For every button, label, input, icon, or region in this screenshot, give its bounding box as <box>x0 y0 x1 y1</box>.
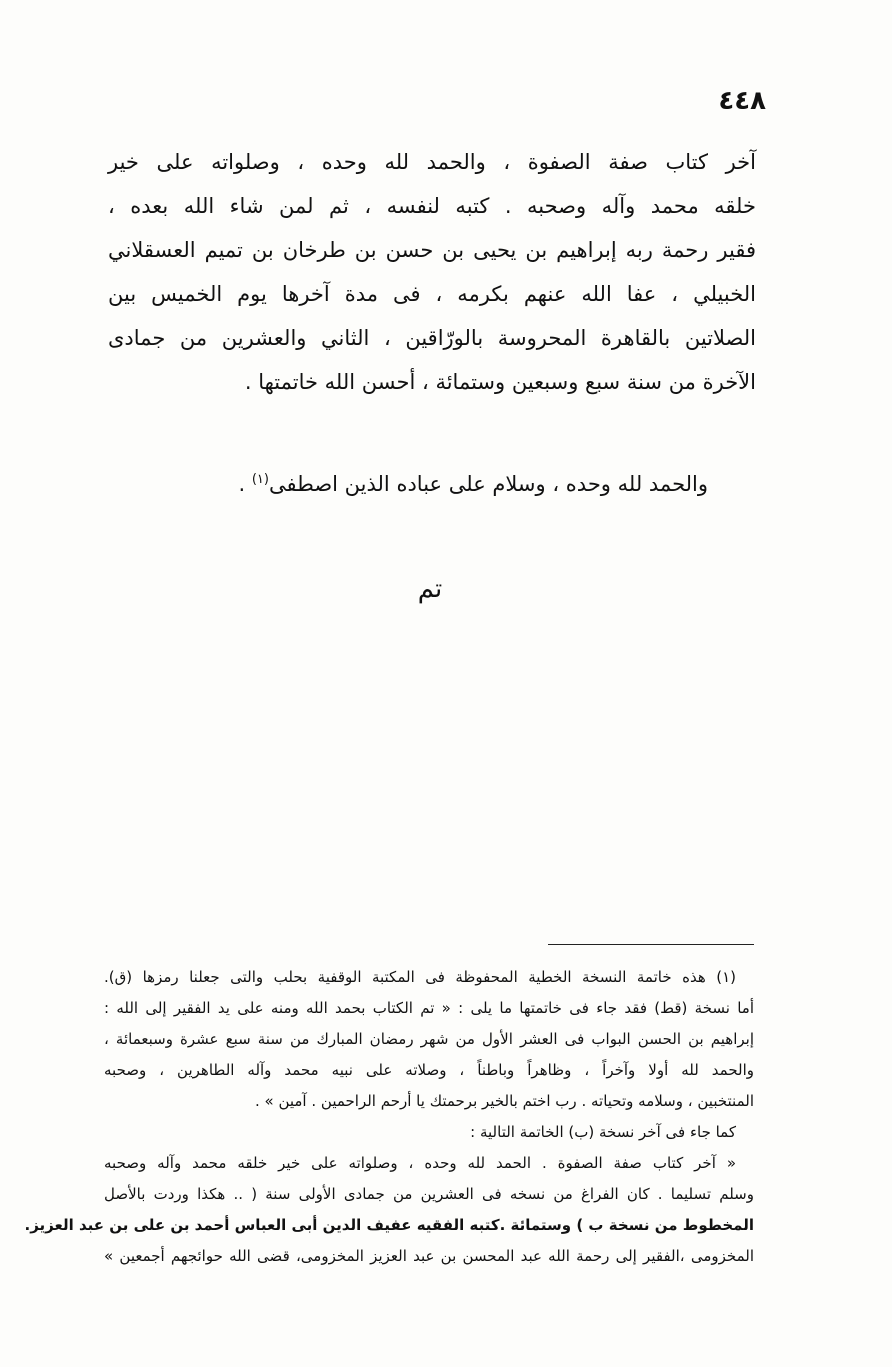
end-mark: تم <box>417 574 443 604</box>
closing-end: . <box>238 472 252 496</box>
footnote-divider <box>548 944 754 945</box>
footnote-line: إبراهيم بن الحسن البواب فى العشر الأول من شهر رمضان المبارك من سنة سبع عشرة وسبعمائة ، <box>104 1030 754 1048</box>
footnote-line: المخطوط من نسخة ب ) وستمائة .كتبه الفقيه عفيف الدين أبى العباس أحمد بن على بن عبد العزيز. <box>24 1216 754 1234</box>
text-line: فقير رحمة ربه إبراهيم بن يحيى بن حسن بن طرخان بن تميم العسقلاني <box>108 238 756 262</box>
footnote-line: وسلم تسليما . كان الفراغ من نسخه فى العشرين من جمادى الأولى سنة ( .. هكذا وردت بالأصل <box>104 1185 754 1203</box>
text-line: خلقه محمد وآله وصحبه . كتبه لنفسه ، ثم لمن شاء الله بعده ، <box>108 194 756 218</box>
text-line: آخر كتاب صفة الصفوة ، والحمد لله وحده ، وصلواته على خير <box>108 150 756 174</box>
closing-praise <box>108 458 708 506</box>
footnotes <box>24 962 754 1272</box>
closing-text: والحمد لله وحده ، وسلام على عباده الذين اصطفى <box>268 472 708 496</box>
text-line: الخبيلي ، عفا الله عنهم بكرمه ، فى مدة آخرها يوم الخميس بين <box>108 282 756 306</box>
footnote-line: (١) هذه خاتمة النسخة الخطية المحفوظة فى المكتبة الوقفية بحلب والتى جعلنا رمزها (ق). <box>104 968 736 986</box>
text-line: الصلاتين بالقاهرة المحروسة بالورّاقين ، الثاني والعشرين من جمادى <box>108 326 756 350</box>
colophon-text <box>108 140 756 404</box>
footnote-line: المنتخبين ، وسلامه وتحياته . رب اختم بالخير برحمتك يا أرحم الراحمين . آمين » . <box>254 1092 754 1110</box>
footnote-line: كما جاء فى آخر نسخة (ب) الخاتمة التالية : <box>470 1123 736 1141</box>
footnote-ref: (١) <box>251 472 269 487</box>
footnote-line: « آخر كتاب صفة الصفوة . الحمد لله وحده ، وصلواته على خير خلقه محمد وآله وصحبه <box>104 1154 736 1172</box>
page-number: ٤٤٨ <box>718 86 766 116</box>
footnote-line: المخزومى ،الفقير إلى رحمة الله عبد المحسن بن عبد العزيز المخزومى، قضى الله حوائجهم أجمعين » <box>104 1247 754 1265</box>
footnote-line: والحمد لله أولا وآخراً ، وظاهراً وباطناً ، وصلاته على نبيه محمد وآله الطاهرين ، وصحبه <box>104 1061 754 1079</box>
footnote-line: أما نسخة (قط) فقد جاء فى خاتمتها ما يلى : « تم الكتاب بحمد الله ومنه على يد الفقير إلى الله : <box>104 999 754 1017</box>
text-line: الآخرة من سنة سبع وسبعين وستمائة ، أحسن الله خاتمتها . <box>244 370 756 394</box>
